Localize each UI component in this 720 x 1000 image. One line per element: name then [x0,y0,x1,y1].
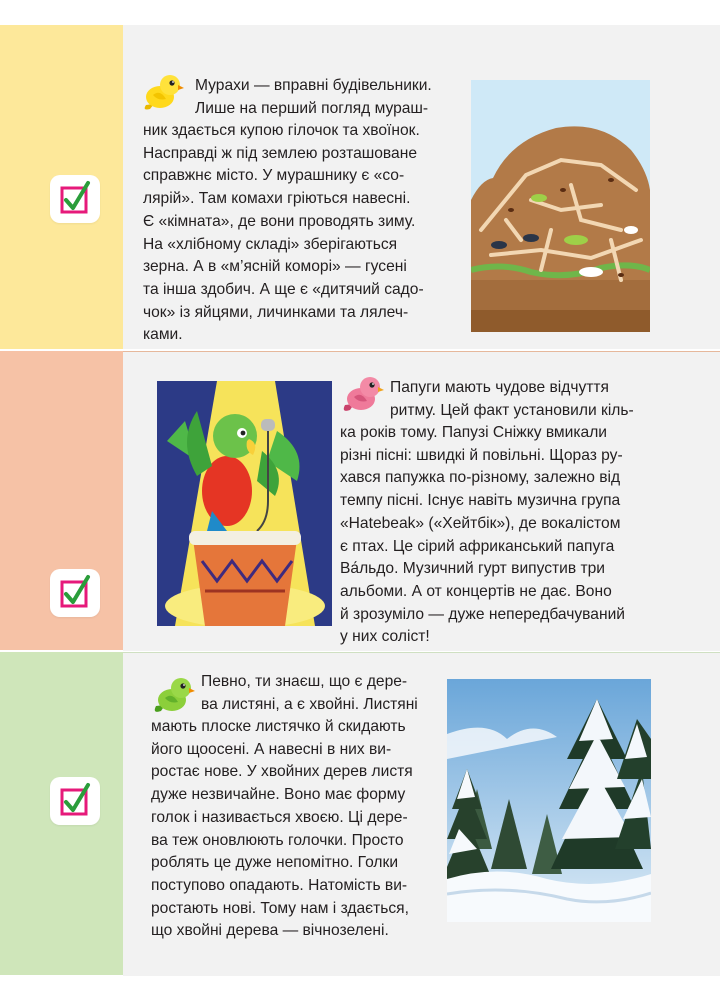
paragraph-text [340,422,652,649]
yellow-bird-icon [140,71,184,118]
text-line: Папуги мають чудове відчуття [390,379,609,396]
text-line: ка років тому. Папузі Сніжку вмикали [340,424,608,441]
text-line: роблять це дуже непомітно. Голки [151,854,399,872]
checked-box-icon[interactable] [50,569,100,617]
text-line: ник здається купою гілочок та хвоїнок. [143,122,420,139]
text-line: його щоосені. А навесні в них ви- [151,740,392,758]
ant-hill-illustration [471,80,650,332]
text-line: темпу пісні. Існує навіть музична група [340,492,621,510]
green-bird-icon [152,674,196,721]
paragraph-first-lines [201,671,435,716]
text-line: ками. [143,326,183,344]
text-line: є птах. Це сірий африканський папуга [340,537,615,555]
text-line: що хвойні дерева — вічнозелені. [151,922,389,940]
checked-box-icon[interactable] [50,777,100,825]
text-line: чок» із яйцями, личинками та лялеч- [143,303,409,321]
checked-box-icon[interactable] [50,175,100,223]
text-line: Мурахи — вправні будівельники. [195,77,432,94]
text-line: ростає нове. У хвойних дерев листя [151,763,413,781]
pink-bird-icon [341,373,385,420]
text-line: поступово опадають. Натомість ви- [151,876,408,894]
paragraph-text [151,716,435,943]
text-line: На «хлібному складі» зберігаються [143,235,398,253]
text-line: дуже незвичайне. Воно має форму [151,786,406,804]
text-line: Є «кімната», де вони проводять зиму. [143,212,416,230]
text-line: різні пісні: швидкі й повільні. Щораз ру- [340,446,623,464]
snowy-fir-trees-photo [447,679,651,922]
text-line: Певно, ти знаєш, що є дере- [201,673,408,690]
text-line: альбоми. А от концертів не дає. Воно [340,582,612,600]
parrot-singing-illustration [157,381,332,626]
text-line: ритму. Цей факт установили кіль- [390,401,634,419]
section-ants [0,25,720,349]
text-line: ва листяні, а є хвойні. Листяні [201,695,418,713]
text-line: лярій». Там комахи гріються навесні. [143,190,411,208]
text-line: «Hatebeak» («Хейтбік»), де вокалістом [340,514,621,532]
text-line: ва теж оновлюють голочки. Просто [151,831,404,849]
paragraph-text [143,120,457,347]
paragraph-first-lines [195,75,457,120]
text-line: голок і називається хвоєю. Ці дере- [151,808,408,826]
text-line: мають плоске листячко й скидають [151,718,406,735]
text-line: зерна. А в «м’ясній коморі» — гусені [143,258,407,276]
text-line: Насправді ж під землею розташоване [143,144,418,162]
text-line: Ва́льдо. Музичний гурт випустив три [340,560,606,578]
paragraph-first-lines [390,377,652,422]
text-line: Лише на перший погляд мураш- [195,99,429,117]
section-trees [0,652,720,975]
text-line: хався папужка по-різному, залежно від [340,469,621,487]
text-line: й зрозуміло — дуже непередбачуваний [340,605,625,623]
section-parrots [0,351,720,650]
text-line: у них соліст! [340,628,430,646]
text-line: ростають нові. Тому нам і здається, [151,899,409,917]
text-line: та інша здобич. А ще є «дитячий садо- [143,280,424,298]
text-line: справжнє місто. У мурашнику є «со- [143,167,405,185]
